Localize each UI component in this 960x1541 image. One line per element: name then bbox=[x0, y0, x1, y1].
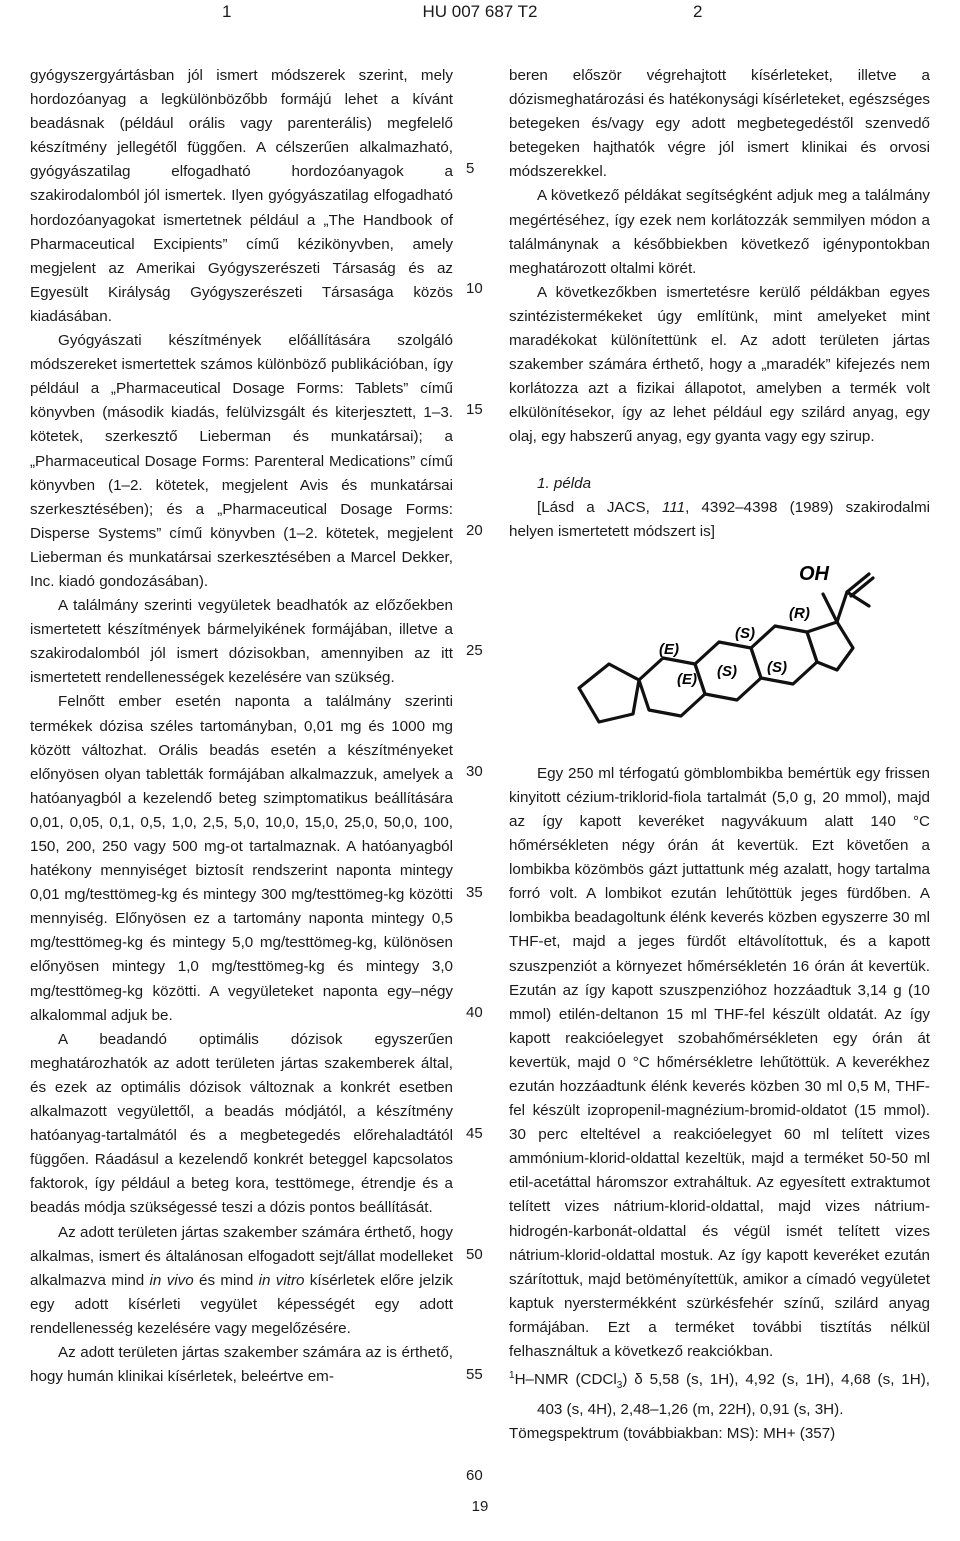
line-number: 55 bbox=[466, 1366, 483, 1383]
stereo-label: (S) bbox=[735, 624, 755, 642]
paragraph: gyógyszergyártásban jól ismert módszerek szerint, mely hordozóanyag a legkülönbözőbb formájú lehet a kívánt beadásnak (például orális vagy parenterális) megfelelő készítmény jellegétől függően. A célszerűen alkalmazható, gyógyászatilag elfogadható hordozóanyagok a szakirodalomból jól ismertek. Ilyen gyógyászatilag elfogadható hordozóanyagokat ismertetnek például a „The Handbook of Pharmaceutical Excipients” című kézikönyvben, amely megjelent az Amerikai Gyógyszerészeti Társaság és az Egyesült Királyság Gyógyszerészeti Társasága közös kiadásában. bbox=[30, 67, 453, 325]
paragraph: Felnőtt ember esetén naponta a találmány szerinti termékek dózisa széles tartományban, 0,01 mg és 1000 mg között változhat. Orális beadás esetén a készítményeket előnyösen olyan tabletták formájában alkalmazzuk, amelyek a hatóanyagból a kezelendő beteg szimptomatikus beállítására 0,01, 0,05, 0,1, 0,5, 1,0, 2,5, 5,0, 10,0, 15,0, 25,0, 50,0, 100, 150, 200, 250 vagy 500 mg-ot tartalmaznak. A hatóanyagból hatékony mennyiséget biztosít rendszerint naponta mintegy 0,01 mg/testtömeg-kg és mintegy 300 mg/testtömeg-kg közötti mennyiség. Előnyösen ez a tartomány naponta mintegy 0,5 mg/testtömeg-kg és mintegy 5,0 mg/testtömeg-kg, különösen előnyösen mintegy 1,0 mg/testtömeg-kg és mintegy 3,0 mg/testtömeg-kg közötti. A vegyületeket naponta egy–négy alkalommal adjuk be. bbox=[30, 693, 453, 1024]
superscript: 1 bbox=[509, 1370, 515, 1382]
subscript: 3 bbox=[616, 1380, 623, 1392]
text-run: ) δ 5,58 (s, 1H), 4,92 (s, 1H), 4,68 (s, 1H), 403 (s, 4H), 2,48–1,26 (m, 22H), 0,91 (s, 3H). bbox=[537, 1371, 930, 1419]
hydroxyl-label: OH bbox=[799, 562, 829, 585]
text-run: H–NMR (CDCl bbox=[514, 1371, 617, 1389]
paragraph: A találmány szerinti vegyületek beadhatók az előzőekben ismertetett készítmények bármelyikének formájában, illetve a szakirodalomból jól ismert dózisokban, amennyiben az itt ismertetett rendellenességek kezelésére van szükség. bbox=[30, 597, 453, 687]
line-number: 50 bbox=[466, 1246, 483, 1263]
line-number: 15 bbox=[466, 401, 483, 418]
paragraph: Egy 250 ml térfogatú gömblombikba bemértük egy frissen kinyitott cézium-triklorid-fiola tartalmát (5,0 g, 20 mmol), majd az így kapott keveréket nagyvákuum alatt 140 °C hőmérsékleten négy órán át kevertük. Ezt követően a lombikba közömbös gázt juttattunk még azalatt, hogy tartalma forró volt. A lombikot ezután lehűtöttük jeges fürdőben. A lombikba beadagoltunk élénk keverés közben egyszerre 30 ml THF-et, majd a jeges fürdőt eltávolítottuk, és a kapott szuszpenziót a környezet hőmérsékletén 16 órán át kevertük. Ezután az így kapott szuszpenzióhoz hozzáadtuk 3,14 g (10 mmol) etilén-deltanon 15 ml THF-fel készült oldatát. Az így kapott reakcióelegyet szobahőmérsékleten egy órán át kevertük, majd 0 °C hőmérsékletre lehűtöttük. A keverékhez ezután hozzáadtunk élénk keverés közben 30 ml 0,5 M, THF-fel készült izopropenil-magnézium-bromid-oldatot (15 mmol). 30 perc elteltével a reakcióelegyet 60 ml telített vizes ammónium-klorid-oldattal kezeltük, majd a terméket 50-50 ml etil-acetáttal háromszor extraháltuk. Az egyesített extraktumot telített vizes nátrium-klorid-oldattal, majd vizes nátrium-hidrogén-karbonát-oldattal és végül ismét telített vizes nátrium-klorid-oldattal mostuk. Az így kapott keveréket ezután szárítottuk, majd betöményítettük, amikor a címadó vegyületet kaptuk nyerstermékként szürkésfehér színű, szilárd anyag formájában. Ezt a terméket további tisztítás nélkül felhasználtuk a következő reakciókban. bbox=[509, 764, 930, 1361]
left-page-number: 1 bbox=[222, 2, 232, 21]
line-number: 5 bbox=[466, 160, 475, 177]
stereo-label: (E) bbox=[659, 640, 679, 658]
reference bbox=[509, 496, 930, 544]
example-title: 1. példa bbox=[537, 474, 592, 492]
page-number: 19 bbox=[471, 1498, 489, 1515]
line-number: 60 bbox=[466, 1467, 483, 1484]
stereo-label: (E) bbox=[677, 670, 697, 688]
line-number: 25 bbox=[466, 642, 483, 659]
text-run: [Lásd a JACS, bbox=[537, 498, 662, 516]
paragraph: Az adott területen jártas szakember számára az is érthető, hogy humán klinikai kísérletek, beleértve em- bbox=[30, 1343, 453, 1386]
right-column bbox=[509, 64, 930, 1447]
text-run: kísérletek előre jelzik egy adott kísérleti vegyület képességét egy adott rendellenesség kezelésére vagy megelőzésére. bbox=[30, 1271, 453, 1337]
nmr-data bbox=[509, 1364, 930, 1422]
text-run: Az adott területen jártas szakember számára érthető, hogy alkalmas, ismert és általánosan elfogadott sejt/állat modelleket alkalmazva mind bbox=[30, 1223, 453, 1289]
text-italic: 111 bbox=[662, 498, 686, 516]
paragraph: Gyógyászati készítmények előállítására szolgáló módszereket ismertettek számos különböző publikációban, így például a „Pharmaceutical Dosage Forms: Tablets” című könyvben (második kiadás, felülvizsgált és kiterjesztett, 1–3. kötetek, szerkesztő Lieberman és munkatársai); a „Pharmaceutical Dosage Forms: Parenteral Medications” című könyvben (1–2. kötetek, megjelent Avis és munkatársai szerkesztésében); és a „Pharmaceutical Dosage Forms: Disperse Systems” című könyvben (1–2. kötetek, megjelent Lieberman és munkatársai szerkesztésében a Marcel Dekker, Inc. kiadó gondozásában). bbox=[30, 332, 453, 590]
line-number: 45 bbox=[466, 1125, 483, 1142]
text-italic: in vitro bbox=[258, 1271, 305, 1289]
text-run: és mind bbox=[193, 1271, 259, 1289]
patent-id: HU 007 687 T2 bbox=[422, 2, 538, 21]
paragraph: A következőkben ismertetésre kerülő példákban egyes szintézistermékeket úgy említünk, mint amelyeket mint maradékokat különítettünk el. Az adott területen jártas szakember számára érthető, hogy a „maradék” kifejezés nem korlátozza azt a fizikai állapotot, amelyben a termék volt elkülönítésekor, így az lehet például egy szilárd anyag, egy olaj, egy habszerű anyag, egy gyanta vagy egy szirup. bbox=[509, 283, 930, 446]
stereo-label: (S) bbox=[767, 658, 787, 676]
left-column bbox=[30, 64, 453, 1389]
paragraph: A beadandó optimális dózisok egyszerűen meghatározhatók az adott területen jártas szakemberek által, és ezek az optimális dózisok változnak a konkrét esetben alkalmazott vegyülettől, a beadás módjától, a készítmény hatóanyag-tartalmától és a megbetegedés előrehaladtától függően. Ráadásul a kezelendő konkrét beteggel kapcsolatos faktorok, így például a beteg kora, testtömege, étrendje és a beadás módja szükségessé teszi a dózis pontos beállítását. bbox=[30, 1030, 453, 1217]
chemical-structure bbox=[567, 552, 887, 752]
line-number: 10 bbox=[466, 280, 483, 297]
ms-data: Tömegspektrum (továbbiakban: MS): MH+ (357) bbox=[509, 1425, 836, 1443]
stereo-label: (R) bbox=[789, 604, 810, 622]
line-number: 40 bbox=[466, 1004, 483, 1021]
line-number: 20 bbox=[466, 522, 483, 539]
text-run: , 4392–4398 (1989) szakirodalmi helyen ismertetett módszert is] bbox=[509, 498, 930, 540]
paragraph: A következő példákat segítségként adjuk meg a találmány megértéséhez, így ezek nem korlátozzák semmilyen módon a találmánynak a későbbiekben következő igénypontokban meghatározott oltalmi körét. bbox=[509, 187, 930, 277]
line-number: 30 bbox=[466, 763, 483, 780]
right-page-number: 2 bbox=[693, 2, 703, 21]
paragraph: beren először végrehajtott kísérleteket, illetve a dózismeghatározási és hatékonysági kísérleteket, egészséges betegeken és/vagy egy adott megbetegedéstől szenvedő betegeken hajthatók végre jól ismert klinikai és orvosi módszerekkel. bbox=[509, 67, 930, 181]
text-italic: in vivo bbox=[149, 1271, 194, 1289]
stereo-label: (S) bbox=[717, 662, 737, 680]
paragraph bbox=[30, 1221, 453, 1341]
line-number: 35 bbox=[466, 884, 483, 901]
